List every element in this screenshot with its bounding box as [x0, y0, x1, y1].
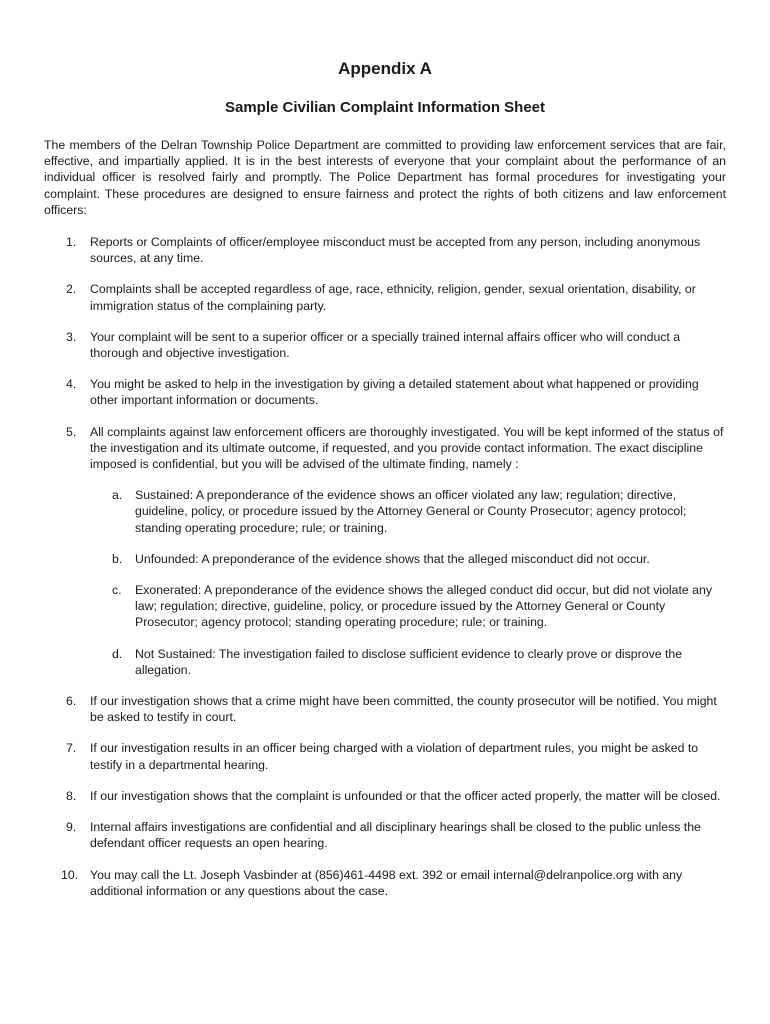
finding-text: Not Sustained: The investigation failed to disclose sufficient evidence to clearly prove or disprove the allegation. [135, 646, 683, 677]
list-item-4 [44, 376, 726, 408]
list-item-10 [44, 867, 726, 899]
finding-item-not-sustained [90, 646, 726, 678]
list-item-text: You may call the Lt. Joseph Vasbinder at (856)461-4498 ext. 392 or email internal@delranpolice.org with any additional information or any questions about the case. [90, 867, 683, 898]
list-item-text: You might be asked to help in the investigation by giving a detailed statement about what happened or providing other important information or documents. [90, 377, 699, 408]
list-item-text: Complaints shall be accepted regardless of age, race, ethnicity, religion, gender, sexual orientation, disability, or immigration status of the complaining party. [90, 282, 696, 313]
document-subtitle: Sample Civilian Complaint Information Sheet [224, 99, 546, 116]
list-item-text: Your complaint will be sent to a superior officer or a specially trained internal affairs officer who will conduct a thorough and objective investigation. [90, 329, 681, 361]
finding-list [90, 487, 726, 678]
list-item-5 [44, 424, 726, 678]
list-item-number: 8. [66, 788, 77, 803]
document-title: Appendix A [338, 59, 432, 78]
list-item-8 [44, 788, 726, 804]
list-item-text: All complaints against law enforcement officers are thoroughly investigated. You will be kept informed of the status of the investigation and its ultimate outcome, if requested, and you provide contact information. The exact discipline imposed is confidential, but you will be advised of the ultimate finding, namely : [90, 424, 724, 472]
finding-item-unfounded [90, 551, 726, 567]
list-item-number: 7. [66, 741, 77, 756]
list-item-text: If our investigation results in an officer being charged with a violation of department rules, you might be asked to testify in a departmental hearing. [90, 741, 699, 772]
list-item-number: 2. [66, 282, 77, 297]
intro-paragraph: The members of the Delran Township Police Department are committed to providing law enforcement services that are fair, effective, and impartially applied. It is in the best interests of everyone that your complaint about the performance of an individual officer is resolved fairly and promptly. The Police Department has formal procedures for investigating your complaint. These procedures are designed to ensure fairness and protect the rights of both citizens and law enforcement officers: [44, 138, 726, 217]
finding-item-exonerated [90, 582, 726, 631]
list-item-1 [44, 234, 726, 266]
procedure-list [44, 234, 726, 899]
list-item-number: 10. [61, 867, 79, 882]
list-item-9 [44, 819, 726, 851]
list-item-7 [44, 740, 726, 772]
list-item-number: 1. [66, 235, 77, 250]
finding-letter: c. [112, 583, 122, 598]
list-item-number: 5. [66, 424, 77, 439]
list-item-6 [44, 693, 726, 725]
finding-letter: d. [112, 646, 123, 661]
list-item-text: Internal affairs investigations are confidential and all disciplinary hearings shall be closed to the public unless the defendant officer requests an open hearing. [90, 820, 701, 851]
list-item-number: 4. [66, 377, 77, 392]
list-item-text: Reports or Complaints of officer/employee misconduct must be accepted from any person, including anonymous sources, at any time. [90, 235, 701, 266]
list-item-3 [44, 329, 726, 361]
finding-text: Sustained: A preponderance of the evidence shows an officer violated any law; regulation; directive, guideline, policy, or procedure issued by the Attorney General or County Prosecutor; agency protocol; standing operating procedure; rule; or training. [135, 488, 687, 535]
list-item-number: 9. [66, 820, 77, 835]
list-item-text: If our investigation shows that the complaint is unfounded or that the officer acted properly, the matter will be closed. [90, 788, 721, 803]
list-item-number: 6. [66, 694, 77, 709]
list-item-number: 3. [66, 329, 77, 344]
finding-text: Exonerated: A preponderance of the evidence shows the alleged conduct did occur, but did not violate any law; regulation; directive, guideline, policy, or procedure issued by the Attorney General or County Prosecutor; agency protocol; standing operating procedure; rule; or training. [135, 583, 712, 630]
list-item-2 [44, 281, 726, 313]
finding-letter: b. [112, 551, 123, 566]
finding-text: Unfounded: A preponderance of the evidence shows that the alleged misconduct did not occur. [135, 551, 650, 566]
finding-item-sustained [90, 487, 726, 536]
list-item-text: If our investigation shows that a crime might have been committed, the county prosecutor will be notified. You might be asked to testify in court. [90, 694, 717, 725]
finding-letter: a. [112, 488, 123, 503]
